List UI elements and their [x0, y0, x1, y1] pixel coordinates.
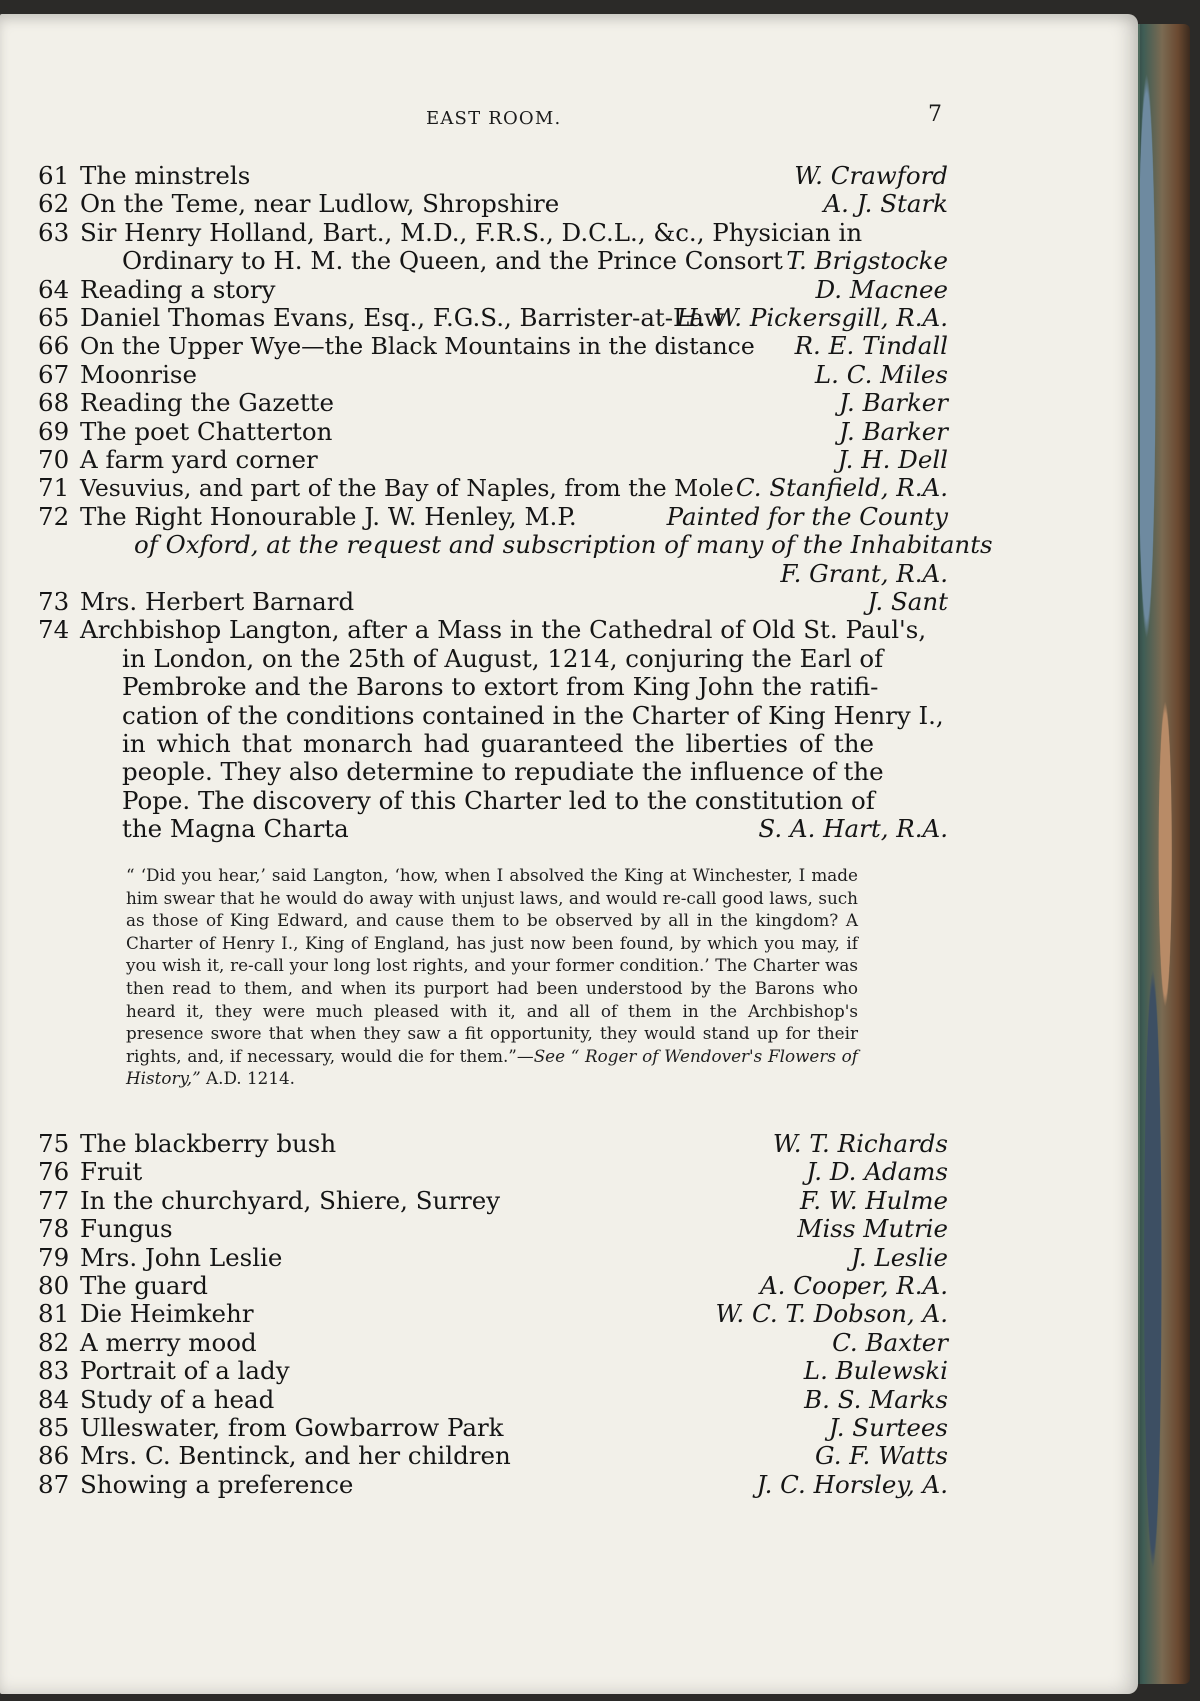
entry-line: in which that monarch had guaranteed the liberties of the [122, 728, 874, 758]
entry-line: cation of the conditions contained in the Charter of King Henry I., [122, 700, 944, 730]
entry-title: The Right Honourable J. W. Henley, M.P. [80, 501, 577, 531]
entry-note-cont: of Oxford, at the request and subscription of many of the Inhabitants [134, 530, 993, 560]
list-item [0, 1300, 1138, 1328]
entry-continuation [0, 673, 1138, 701]
entry-number: 83 [38, 1356, 70, 1386]
entry-note: Painted for the County [666, 501, 948, 531]
entry-artist: C. Stanfield, R.A. [735, 473, 948, 503]
entry-number: 65 [38, 302, 70, 332]
list-item [0, 219, 1138, 247]
entry-number: 66 [38, 331, 70, 361]
entry-artist: J. Barker [839, 416, 948, 446]
quote-source: “ Roger of Wendover's Flowers of History,” [126, 1045, 859, 1089]
list-item [0, 162, 1138, 190]
list-item [0, 1414, 1138, 1442]
entry-line: Pope. The discovery of this Charter led to the constitution of [122, 785, 875, 815]
entry-title: On the Teme, near Ludlow, Shropshire [80, 189, 560, 219]
entry-number: 70 [38, 444, 70, 474]
entry-artist: G. F. Watts [815, 1441, 948, 1471]
entry-number: 77 [38, 1185, 70, 1215]
list-item [0, 1386, 1138, 1414]
entry-number: 84 [38, 1384, 70, 1414]
entry-title: Fruit [80, 1157, 143, 1187]
list-item [0, 1471, 1138, 1499]
entry-artist: J. Leslie [850, 1242, 948, 1272]
entry-number: 80 [38, 1270, 70, 1300]
entry-artist: A. J. Stark [823, 189, 948, 219]
entry-artist: J. Barker [839, 388, 948, 418]
entry-title: A farm yard corner [80, 444, 318, 474]
entry-continuation [0, 787, 1138, 815]
entry-number: 67 [38, 359, 70, 389]
entry-continuation [0, 560, 1138, 588]
entry-artist: S. A. Hart, R.A. [758, 814, 948, 844]
entry-artist: J. H. Dell [837, 444, 948, 474]
entry-artist: J. Sant [867, 586, 948, 616]
list-item [0, 446, 1138, 474]
entry-number: 85 [38, 1412, 70, 1442]
entry-number: 63 [38, 217, 70, 247]
list-item [0, 503, 1138, 531]
entry-number: 69 [38, 416, 70, 446]
entry-continuation [0, 815, 1138, 843]
entry-continuation [0, 702, 1138, 730]
list-item [0, 332, 1138, 360]
entry-title: Mrs. Herbert Barnard [80, 586, 355, 616]
entry-title: Die Heimkehr [80, 1299, 254, 1329]
entry-artist: H. W. Pickersgill, R.A. [676, 302, 948, 332]
entry-number: 73 [38, 586, 70, 616]
entry-artist: W. T. Richards [772, 1129, 948, 1158]
entry-title: On the Upper Wye—the Black Mountains in the distance [80, 332, 755, 361]
entry-number: 64 [38, 274, 70, 304]
entry-title: Portrait of a lady [80, 1356, 290, 1386]
entry-title: The guard [80, 1270, 208, 1300]
list-item [0, 361, 1138, 389]
entry-continuation [0, 247, 1138, 275]
entry-title: Fungus [80, 1214, 173, 1244]
entry-artist: J. Surtees [828, 1412, 948, 1442]
list-item [0, 616, 1138, 644]
entry-number: 86 [38, 1441, 70, 1471]
entry-line: Pembroke and the Barons to extort from King John the ratifi- [122, 672, 879, 702]
list-item [0, 1215, 1138, 1243]
entry-title: Ulleswater, from Gowbarrow Park [80, 1412, 504, 1442]
entry-artist: T. Brigstocke [786, 246, 948, 276]
list-item [0, 1272, 1138, 1300]
entry-artist: R. E. Tindall [794, 331, 948, 361]
entry-title-cont: Ordinary to H. M. the Queen, and the Prince Consort [122, 246, 783, 276]
page-number: 7 [928, 102, 942, 127]
catalogue-entries-continued [0, 1130, 1138, 1499]
entry-number: 76 [38, 1157, 70, 1187]
entry-number: 78 [38, 1214, 70, 1244]
running-head [0, 102, 1138, 142]
entry-continuation [0, 730, 1138, 758]
entry-number: 75 [38, 1129, 70, 1158]
list-item [0, 1244, 1138, 1272]
entry-number: 87 [38, 1469, 70, 1499]
entry-artist: W. C. T. Dobson, A. [715, 1299, 948, 1329]
entry-title: The minstrels [80, 161, 251, 190]
quote-text: “ ‘Did you hear,’ said Langton, ‘how, when I absolved the King at Winchester, I made him swear that he would do away with unjust laws, and would re-call good laws, such as those of King Edward, and cause them to be observed by all in the kingdom? A Charter of Henry I., King of England, has just now been found, by which you may, if you wish it, re-call your long lost rights, and your former condition.’ The Charter was then read to them, and when its purport had been understood by the Barons who heard it, they were much pleased with it, and all of them in the Archbishop's presence swore that when they saw a fit opportunity, they would stand up for their rights, and, if necessary, would die for them.”— [126, 865, 858, 1066]
entry-artist: D. Macnee [815, 274, 948, 304]
entry-continuation [0, 645, 1138, 673]
entry-title: Reading a story [80, 274, 276, 304]
entry-title: The blackberry bush [80, 1129, 337, 1158]
entry-artist: A. Cooper, R.A. [759, 1270, 948, 1300]
room-title: EAST ROOM. [426, 108, 562, 129]
entry-artist: F. W. Hulme [800, 1185, 948, 1215]
entry-artist: F. Grant, R.A. [780, 558, 948, 588]
entry-title: Daniel Thomas Evans, Esq., F.G.S., Barrister-at-Law [80, 302, 725, 332]
catalogue-entries [0, 162, 1138, 844]
entry-artist: J. D. Adams [806, 1157, 948, 1187]
entry-line: in London, on the 25th of August, 1214, conjuring the Earl of [122, 643, 884, 673]
quote-see: See [533, 1045, 566, 1066]
entry-number: 71 [38, 473, 70, 503]
entry-title: Mrs. C. Bentinck, and her children [80, 1441, 511, 1471]
entry-artist: Miss Mutrie [797, 1214, 948, 1244]
entry-number: 81 [38, 1299, 70, 1329]
list-item [0, 1329, 1138, 1357]
entry-artist: W. Crawford [794, 161, 948, 190]
entry-title: Vesuvius, and part of the Bay of Naples, from the Mole [80, 474, 734, 503]
entry-number: 72 [38, 501, 70, 531]
list-item [0, 1442, 1138, 1470]
list-item [0, 474, 1138, 502]
list-item [0, 1158, 1138, 1186]
entry-title: Moonrise [80, 359, 197, 389]
entry-title: Study of a head [80, 1384, 275, 1414]
entry-artist: J. C. Horsley, A. [756, 1469, 948, 1499]
entry-artist: L. Bulewski [803, 1356, 948, 1386]
list-item [0, 1357, 1138, 1385]
list-item [0, 1187, 1138, 1215]
list-item [0, 190, 1138, 218]
entry-artist: B. S. Marks [804, 1384, 948, 1414]
list-item [0, 304, 1138, 332]
entry-title: Reading the Gazette [80, 388, 335, 418]
list-item [0, 588, 1138, 616]
entry-number: 62 [38, 189, 70, 219]
entry-artist: C. Baxter [832, 1327, 948, 1357]
entry-number: 79 [38, 1242, 70, 1272]
list-item [0, 418, 1138, 446]
catalogue-page [0, 14, 1138, 1694]
entry-number: 74 [38, 615, 70, 645]
entry-continuation [0, 531, 1138, 559]
entry-title: Archbishop Langton, after a Mass in the Cathedral of Old St. Paul's, [80, 615, 927, 645]
entry-title: The poet Chatterton [80, 416, 333, 446]
entry-line: people. They also determine to repudiate the influence of the [122, 757, 884, 787]
entry-title: Showing a preference [80, 1469, 354, 1499]
list-item [0, 389, 1138, 417]
entry-title: Sir Henry Holland, Bart., M.D., F.R.S., D.C.L., &c., Physician in [80, 217, 863, 247]
list-item [0, 276, 1138, 304]
entry-artist: L. C. Miles [814, 359, 948, 389]
entry-title: Mrs. John Leslie [80, 1242, 283, 1272]
entry-number: 82 [38, 1327, 70, 1357]
quote-date: A.D. 1214. [206, 1068, 296, 1089]
entry-title: A merry mood [80, 1327, 257, 1357]
entry-number: 61 [38, 161, 70, 190]
list-item [0, 1130, 1138, 1158]
entry-continuation [0, 758, 1138, 786]
entry-number: 68 [38, 388, 70, 418]
entry-title: In the churchyard, Shiere, Surrey [80, 1185, 501, 1215]
quotation [126, 864, 858, 1090]
entry-line: the Magna Charta [122, 814, 349, 844]
